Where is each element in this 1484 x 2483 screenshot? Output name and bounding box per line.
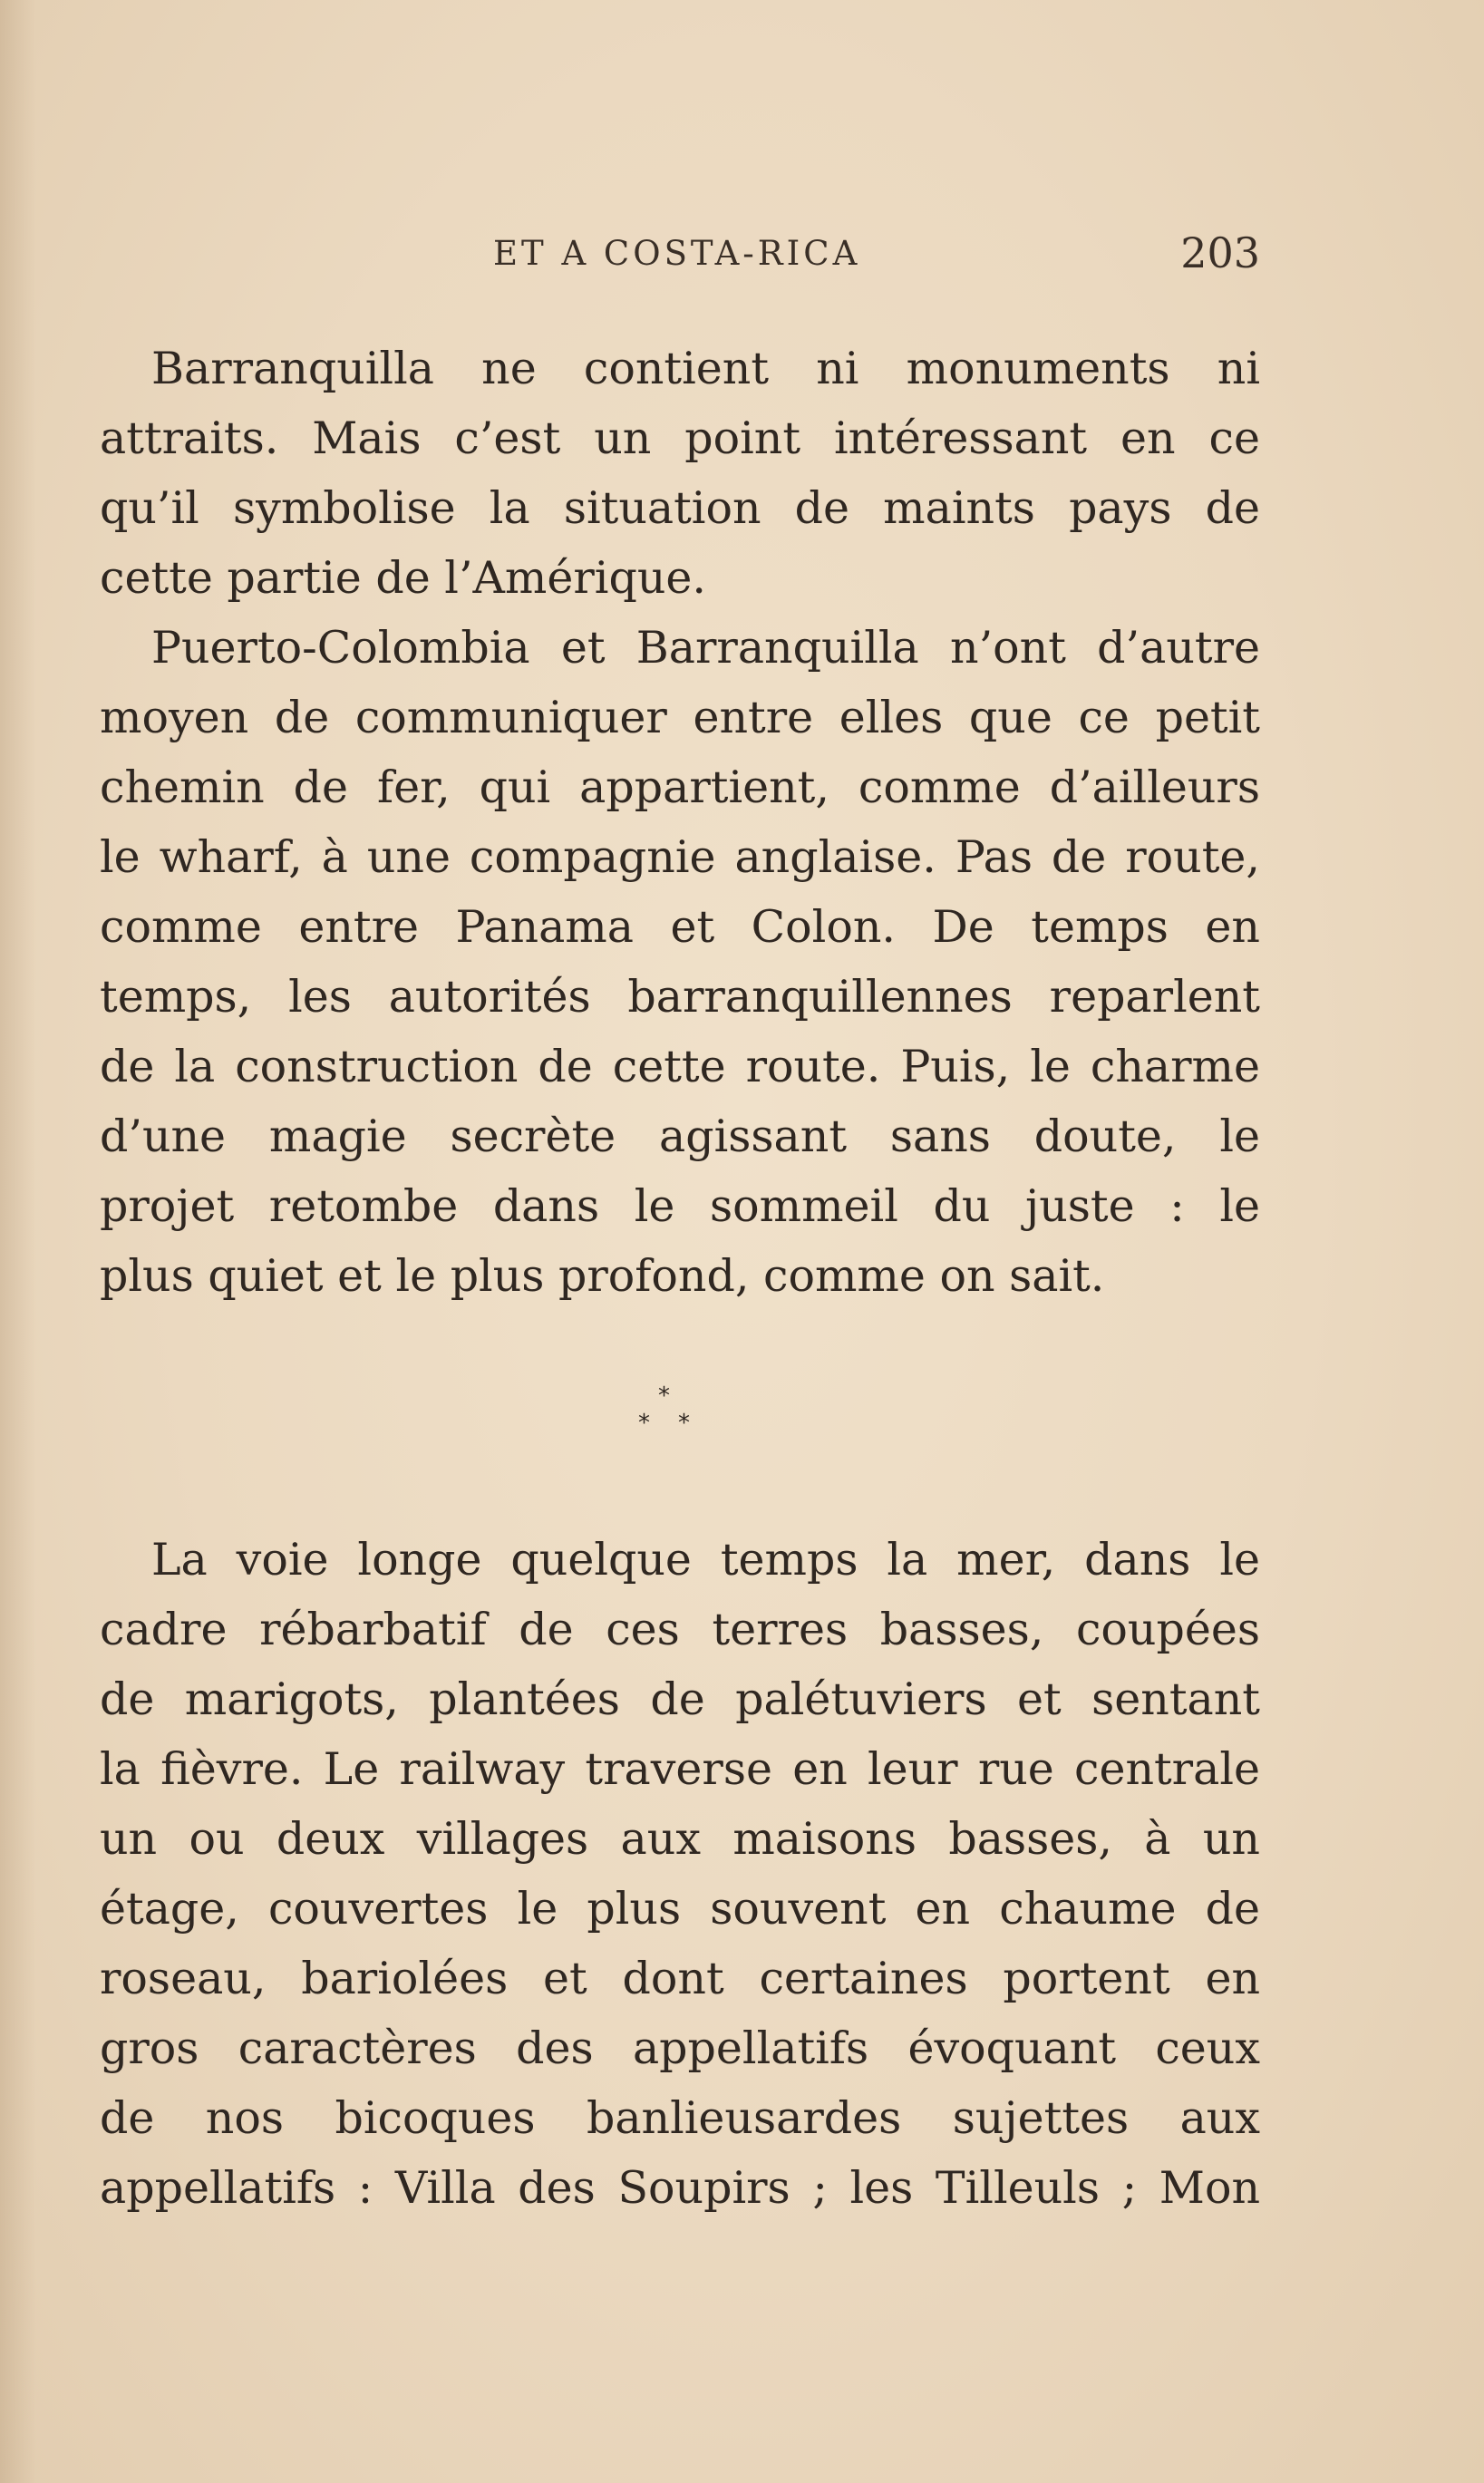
page-number: 203 xyxy=(1180,228,1260,277)
running-head xyxy=(100,228,1260,283)
text-line: comme entre Panama et Colon. De temps en xyxy=(100,901,1260,953)
text-line: projet retombe dans le sommeil du juste : le xyxy=(100,1180,1260,1232)
text-line: plus quiet et le plus profond, comme on sait. xyxy=(100,1250,1105,1302)
text-line: temps, les autorités barranquillennes reparlent xyxy=(100,971,1260,1023)
asterisk: * xyxy=(678,1410,690,1437)
text-line: Puerto-Colombia et Barranquilla n’ont d’autre xyxy=(151,622,1260,674)
text-line: La voie longe quelque temps la mer, dans le xyxy=(151,1534,1260,1586)
section-break-asterism xyxy=(616,1382,725,1446)
text-line: appellatifs : Villa des Soupirs ; les Tilleuls ; Mon xyxy=(100,2162,1260,2214)
text-line: cadre rébarbatif de ces terres basses, coupées xyxy=(100,1604,1260,1655)
text-line: chemin de fer, qui appartient, comme d’ailleurs xyxy=(100,761,1260,813)
text-line: roseau, bariolées et dont certaines portent en xyxy=(100,1953,1260,2004)
text-line: moyen de communiquer entre elles que ce petit xyxy=(100,692,1260,743)
page-edge-shadow xyxy=(0,0,36,2483)
text-line: cette partie de l’Amérique. xyxy=(100,552,706,604)
asterisk: * xyxy=(638,1410,650,1437)
text-line: gros caractères des appellatifs évoquant ceux xyxy=(100,2022,1260,2074)
paragraph-2 xyxy=(100,613,1260,1311)
paragraph-1 xyxy=(100,334,1260,613)
paragraph-3 xyxy=(100,1525,1260,2223)
text-line: le wharf, à une compagnie anglaise. Pas de route, xyxy=(100,831,1260,883)
text-line: de nos bicoques banlieusardes sujettes aux xyxy=(100,2092,1260,2144)
asterisk: * xyxy=(658,1382,670,1410)
text-line: la fièvre. Le railway traverse en leur rue centrale xyxy=(100,1743,1260,1795)
text-line: qu’il symbolise la situation de maints pays de xyxy=(100,482,1260,534)
text-line: de marigots, plantées de palétuviers et sentant xyxy=(100,1673,1260,1725)
text-line: de la construction de cette route. Puis, le charme xyxy=(100,1041,1260,1092)
text-line: étage, couvertes le plus souvent en chaume de xyxy=(100,1883,1260,1935)
text-line: un ou deux villages aux maisons basses, à un xyxy=(100,1813,1260,1865)
text-line: Barranquilla ne contient ni monuments ni xyxy=(151,343,1260,394)
text-line: d’une magie secrète agissant sans doute, le xyxy=(100,1111,1260,1162)
text-line: attraits. Mais c’est un point intéressant en ce xyxy=(100,412,1260,464)
running-head-title: ET A COSTA-RICA xyxy=(493,234,861,273)
